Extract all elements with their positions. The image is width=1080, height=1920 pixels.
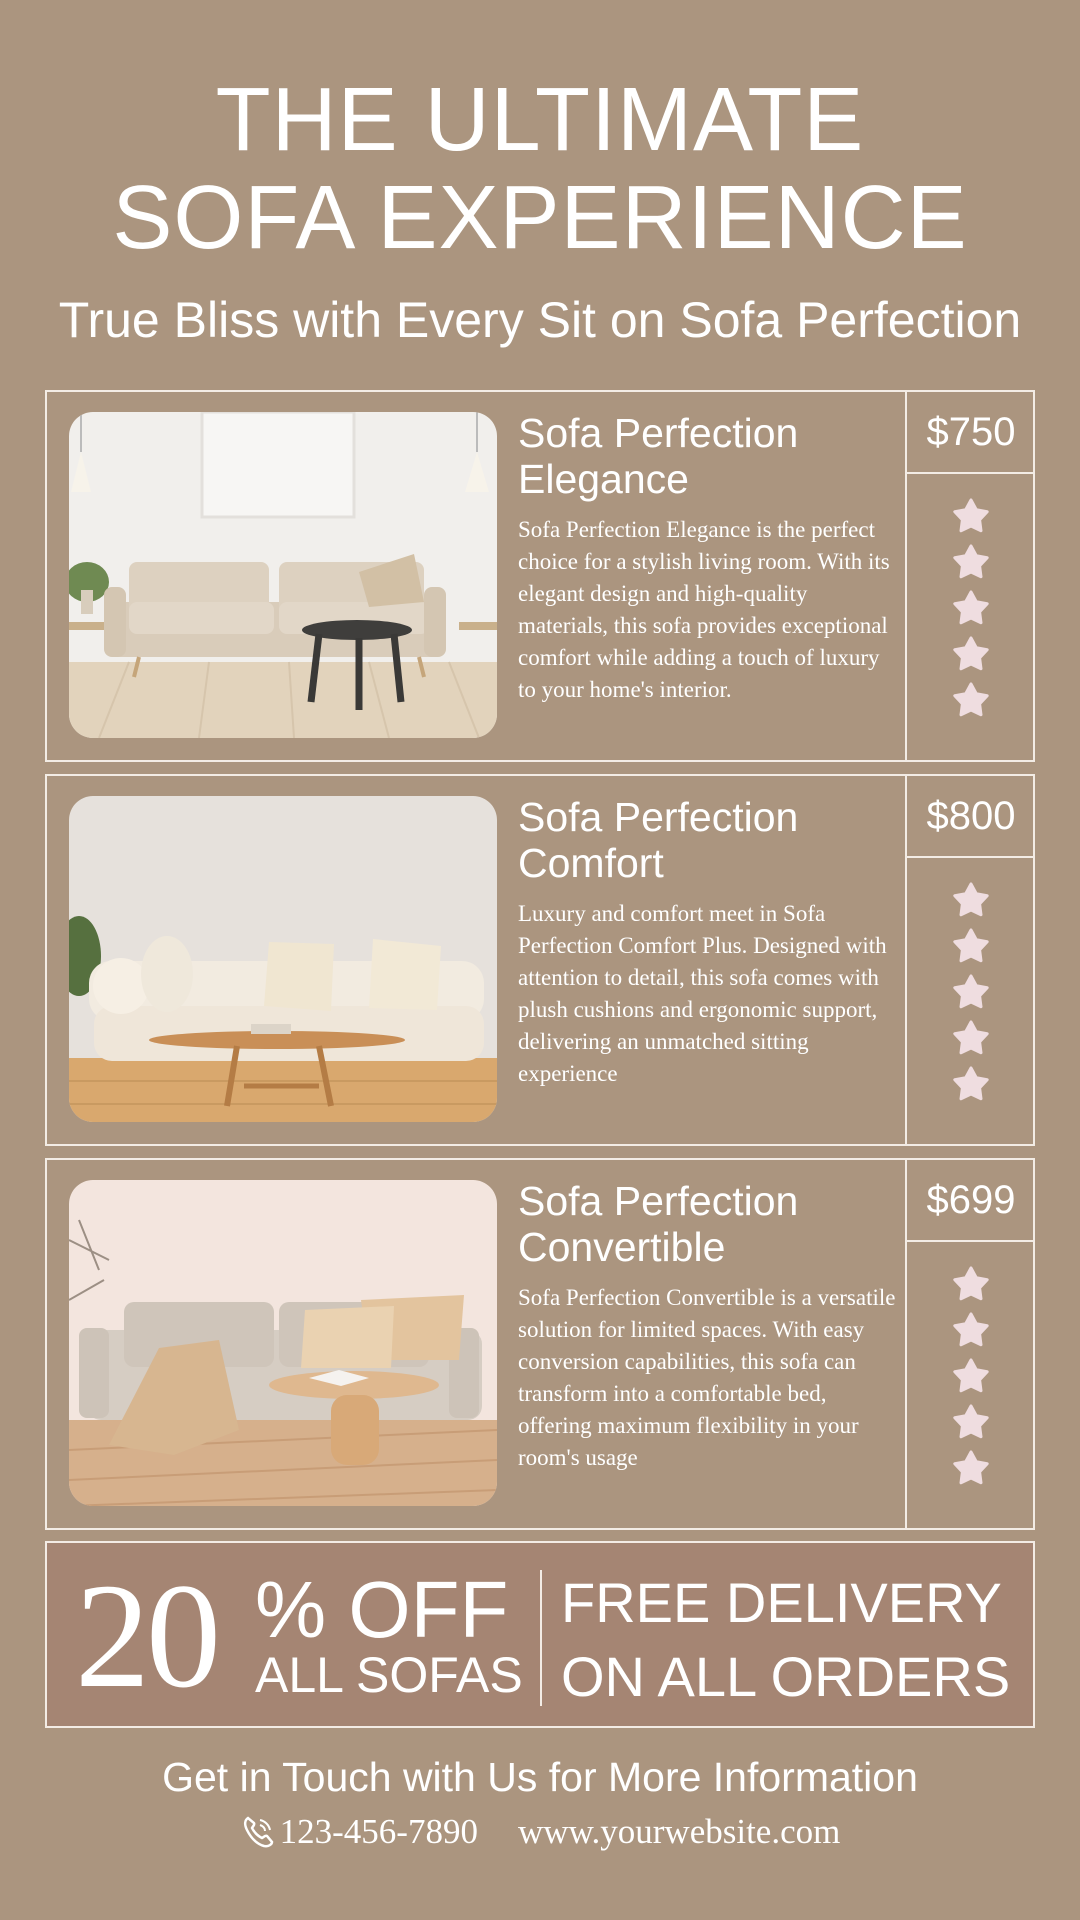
contact-info <box>0 1808 1080 1856</box>
product-description: Luxury and comfort meet in Sofa Perfection Comfort Plus. Designed with attention to detail, this sofa comes with plush cushions and ergonomic support, delivering an unmatched sitting experience <box>518 901 887 1086</box>
star-icon <box>953 590 989 626</box>
product-name: Sofa Perfection Comfort <box>518 794 799 886</box>
discount-suffix: % OFF <box>255 1565 509 1654</box>
price-tag: $699 <box>907 1160 1035 1242</box>
sofa-comfort-photo <box>69 796 497 1122</box>
phone-icon <box>240 1814 276 1850</box>
star-icon <box>953 682 989 718</box>
sofa-elegance-photo <box>69 412 497 738</box>
star-icon <box>953 1266 989 1302</box>
star-icon <box>953 1312 989 1348</box>
product-name: Sofa Perfection Convertible <box>518 1178 799 1270</box>
price-rating-column <box>905 1160 1035 1528</box>
star-icon <box>953 974 989 1010</box>
product-card-comfort[interactable] <box>45 774 1035 1146</box>
product-name: Sofa Perfection Elegance <box>518 410 799 502</box>
star-icon <box>953 928 989 964</box>
star-icon <box>953 636 989 672</box>
star-icon <box>953 1066 989 1102</box>
star-icon <box>953 1020 989 1056</box>
website-link[interactable]: www.yourwebsite.com <box>517 1812 841 1851</box>
title-line-2: SOFA EXPERIENCE <box>112 168 968 268</box>
product-card-convertible[interactable] <box>45 1158 1035 1530</box>
product-description: Sofa Perfection Convertible is a versatile solution for limited spaces. With easy conversion capabilities, this sofa can transform into a comfortable bed, offering maximum flexibility in your room's usage <box>518 1285 896 1470</box>
star-rating <box>907 882 1035 1112</box>
delivery-line-1: FREE DELIVERY <box>561 1571 1002 1634</box>
star-icon <box>953 1450 989 1486</box>
star-icon <box>953 1358 989 1394</box>
discount-scope: ALL SOFAS <box>255 1647 523 1703</box>
star-icon <box>953 1404 989 1440</box>
product-description: Sofa Perfection Elegance is the perfect choice for a stylish living room. With its elegant design and high-quality materials, this sofa provides exceptional comfort while adding a touch of luxury to your home's interior. <box>518 517 890 702</box>
promo-banner <box>45 1541 1035 1728</box>
title-line-1: THE ULTIMATE <box>215 70 865 170</box>
star-icon <box>953 498 989 534</box>
contact-heading: Get in Touch with Us for More Information <box>162 1754 918 1800</box>
price-rating-column <box>905 776 1035 1144</box>
price-tag: $750 <box>907 392 1035 474</box>
price-tag: $800 <box>907 776 1035 858</box>
product-card-elegance[interactable] <box>45 390 1035 762</box>
price-rating-column <box>905 392 1035 760</box>
star-icon <box>953 544 989 580</box>
promo-divider <box>540 1570 542 1706</box>
delivery-line-2: ON ALL ORDERS <box>561 1645 1011 1708</box>
star-icon <box>953 882 989 918</box>
star-rating <box>907 1266 1035 1496</box>
discount-number: 20 <box>75 1553 217 1719</box>
phone-number-link[interactable]: 123-456-7890 <box>279 1812 478 1851</box>
subtitle: True Bliss with Every Sit on Sofa Perfection <box>58 292 1022 348</box>
star-rating <box>907 498 1035 728</box>
sofa-convertible-photo <box>69 1180 497 1506</box>
